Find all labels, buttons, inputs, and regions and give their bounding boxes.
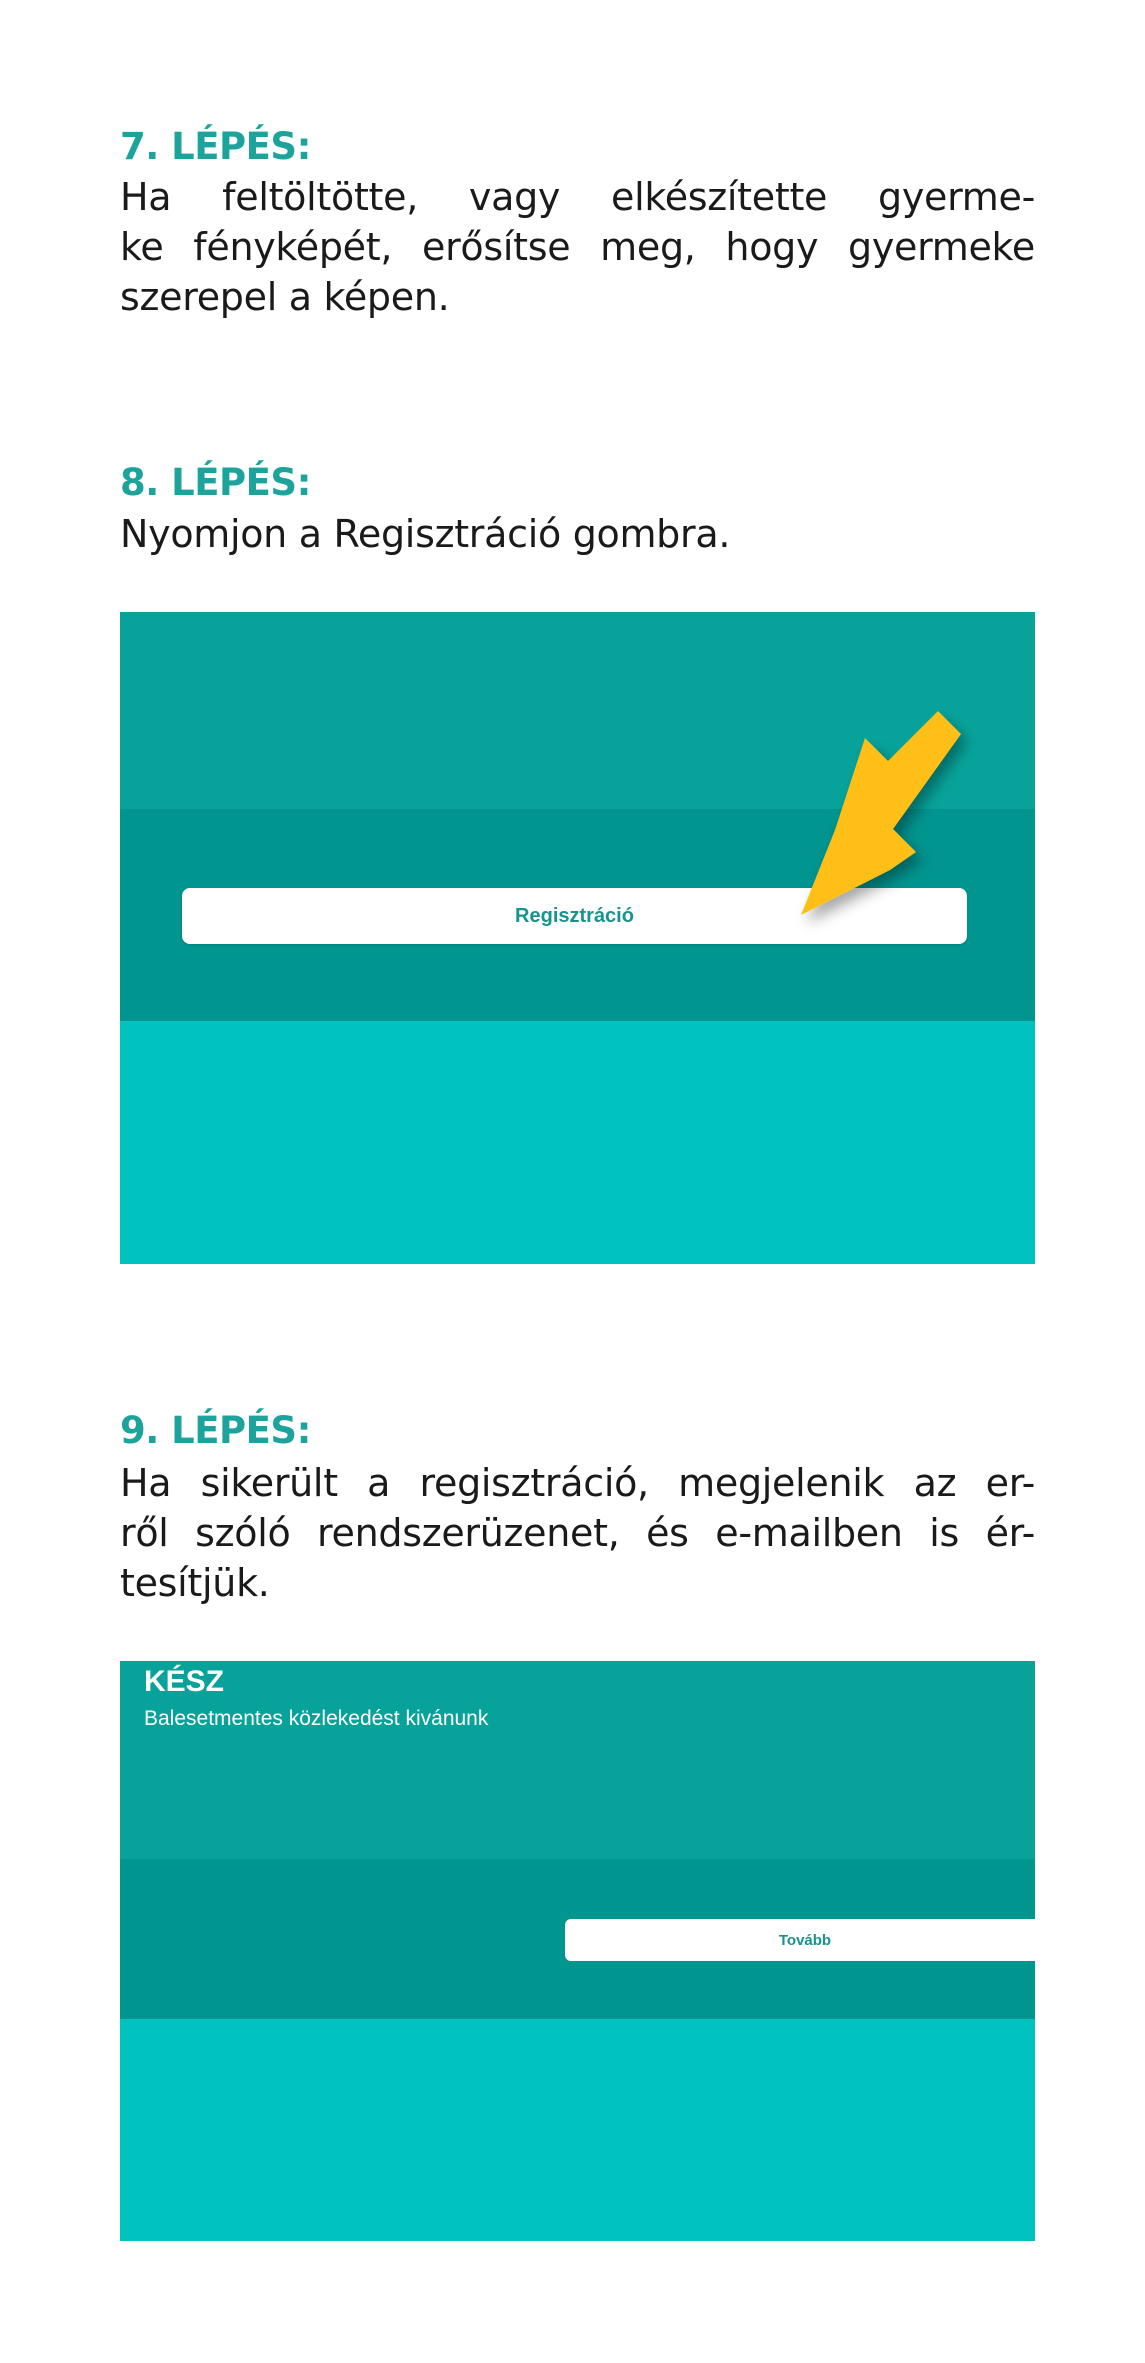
step-7-heading: 7. LÉPÉS: xyxy=(120,125,311,168)
step-9-line-3: tesítjük. xyxy=(120,1561,270,1605)
step-7-line-3: szerepel a képen. xyxy=(120,275,450,319)
step-7-line-1: Ha feltöltötte, vagy elkészítette gyerme- xyxy=(120,175,1035,219)
step-9-heading: 9. LÉPÉS: xyxy=(120,1409,311,1452)
arrow-pointer-icon xyxy=(120,612,1035,1264)
step-8-heading: 8. LÉPÉS: xyxy=(120,461,311,504)
step-9-line-2: ről szóló rendszerüzenet, és e-mailben is ér- xyxy=(120,1511,1035,1555)
success-subtitle: Balesetmentes közlekedést kivánunk xyxy=(144,1707,489,1730)
registration-screenshot xyxy=(120,612,1035,1264)
screen-bottom-band xyxy=(120,2019,1035,2241)
next-button[interactable]: Tovább xyxy=(565,1919,1035,1961)
registration-button[interactable]: Regisztráció xyxy=(182,888,967,944)
step-8-text xyxy=(120,509,1035,559)
step-9-line-1: Ha sikerült a regisztráció, megjelenik az er- xyxy=(120,1461,1035,1505)
success-title: KÉSZ xyxy=(144,1665,225,1698)
step-8-line-1: Nyomjon a Regisztráció gombra. xyxy=(120,512,731,556)
step-7-text xyxy=(120,172,1035,322)
screen-top-band xyxy=(120,1661,1035,1859)
step-9-text xyxy=(120,1458,1035,1608)
step-7-line-2: ke fényképét, erősítse meg, hogy gyermeke xyxy=(120,225,1035,269)
success-screenshot xyxy=(120,1661,1035,2241)
